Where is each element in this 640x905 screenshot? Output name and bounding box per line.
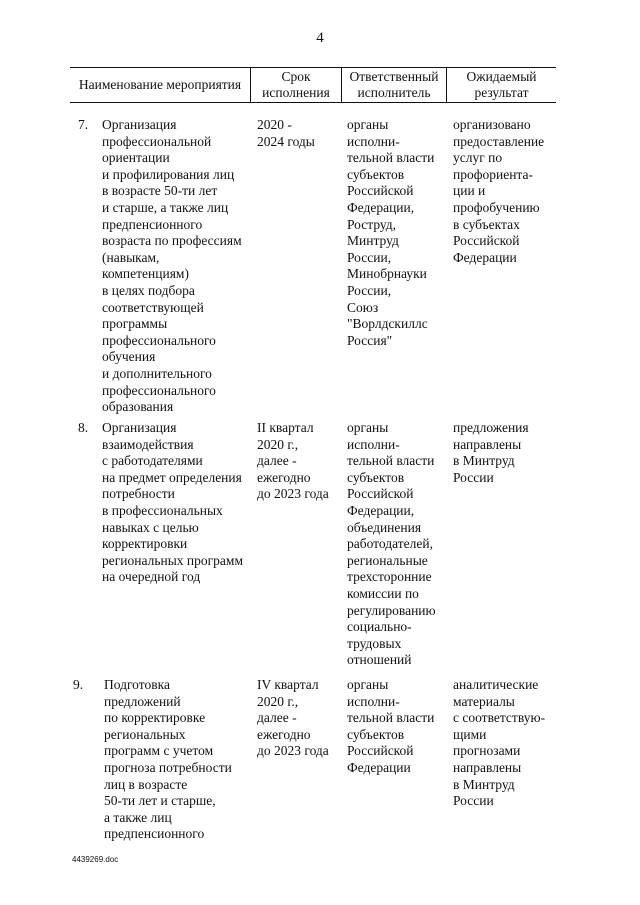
document-code: 4439269.doc [72,855,119,864]
event-title: Организация профессиональной ориентации и профилирования лиц в возрасте 50-ти лет и старше, а также лиц предпенсионного возраста по профессиям (навыкам, компетенциям) в целях подбора соответствующей программы профессионального обучения и дополнительного профессионального образования [102,117,242,415]
event-title: Подготовка предложений по корректировке региональных программ с учетом прогноза потребности лиц в возрасте 50-ти лет и старше, а также лиц предпенсионного [104,677,232,842]
responsible: органы исполни- тельной власти субъектов Российской Федерации, Роструд, Минтруд России, Минобрнауки России, Союз "Ворлдскиллс Россия" [347,117,435,348]
deadline: 2020 - 2024 годы [257,117,315,149]
responsible: органы исполни- тельной власти субъектов Российской Федерации [347,677,435,775]
row-number: 8. [78,420,89,435]
page-number: 4 [316,30,324,46]
expected-result: аналитические материалы с соответствую- щими прогнозами направлены в Минтруд России [453,677,546,809]
table-header-bottom-rule [70,102,556,103]
deadline: IV квартал 2020 г., далее - ежегодно до 2023 года [257,677,329,759]
expected-result: организовано предоставление услуг по профориента- ции и профобучению в субъектах Российской Федерации [453,117,545,265]
event-title: Организация взаимодействия с работодателями на предмет определения потребности в профессиональных навыках с целью корректировки региональных программ на очередной год [102,420,243,585]
expected-result: предложения направлены в Минтруд России [453,420,529,485]
responsible: органы исполни- тельной власти субъектов Российской Федерации, объединения работодателей, региональные трехсторонние комиссии по регулированию социально- трудовых отношений [347,420,436,668]
header-event-name: Наименование мероприятия [78,77,242,92]
header-expected-result: Ожидаемый результат [466,69,537,100]
deadline: II квартал 2020 г., далее - ежегодно до 2023 года [257,420,329,502]
row-number: 9. [73,677,84,692]
header-responsible: Ответственный исполнитель [349,69,439,100]
row-number: 7. [78,117,89,132]
header-deadline: Срок исполнения [262,69,330,100]
